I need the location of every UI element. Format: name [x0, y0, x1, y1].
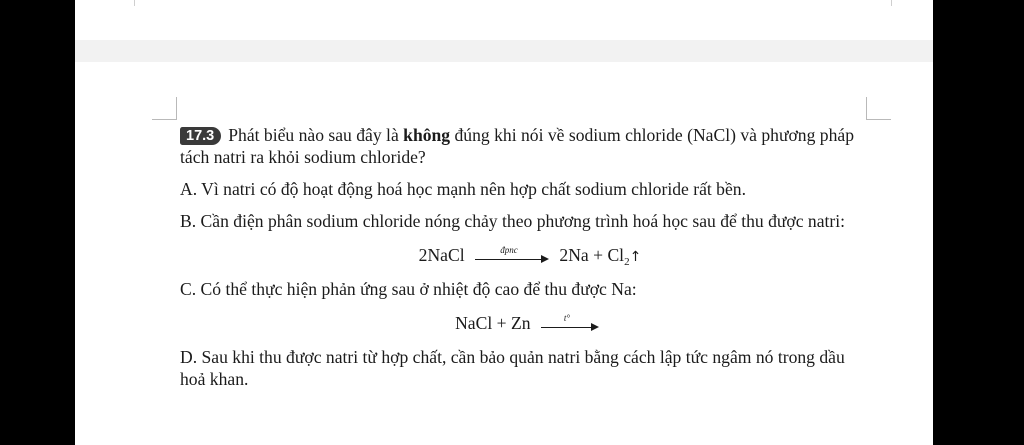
equation-electrolysis [180, 242, 870, 268]
crop-mark-top-left [152, 97, 177, 120]
option-c: C. Có thể thực hiện phản ứng sau ở nhiệt độ cao để thu được Na: [180, 279, 637, 299]
equation2-reactants: NaCl + Zn [455, 313, 531, 333]
equation-reduction [180, 310, 870, 336]
equation1-products: 2Na + Cl [559, 245, 625, 265]
arrow-line [475, 259, 543, 260]
reaction-arrow [475, 244, 549, 267]
page-edge-mark [134, 0, 135, 6]
page-edge-mark [891, 0, 892, 6]
equation1-reactant: 2NaCl [418, 245, 465, 265]
arrow-head-icon [541, 255, 549, 263]
option-d: D. Sau khi thu được natri từ hợp chất, cần bảo quản natri bằng cách lập tức ngâm nó trong dầu hoả khan. [180, 347, 845, 389]
question-text-start: Phát biểu nào sau đây là [228, 125, 404, 145]
question-number-badge: 17.3 [180, 127, 221, 145]
reaction-arrow [541, 312, 599, 335]
arrow-head-icon [591, 323, 599, 331]
arrow-condition-label: t° [563, 312, 570, 323]
arrow-line [541, 327, 593, 328]
question-text-emphasis: không [403, 125, 451, 145]
previous-page-bottom [75, 0, 933, 40]
gas-evolution-arrow-icon: ↑ [629, 249, 642, 265]
exercise-content [180, 124, 870, 400]
crop-mark-top-right [866, 97, 891, 120]
equation1-subscript: 2 [624, 256, 630, 268]
option-a: A. Vì natri có độ hoạt động hoá học mạnh nên hợp chất sodium chloride rất bền. [180, 179, 746, 199]
question-stem [180, 124, 870, 168]
arrow-condition-label: đpnc [500, 244, 518, 255]
page-separator [75, 40, 933, 62]
question-text-end: đúng khi nói về sodium chloride (NaCl) và phương pháp tách natri ra khỏi sodium chloride? [180, 125, 854, 167]
option-b: B. Cần điện phân sodium chloride nóng chảy theo phương trình hoá học sau để thu được natri: [180, 211, 846, 231]
